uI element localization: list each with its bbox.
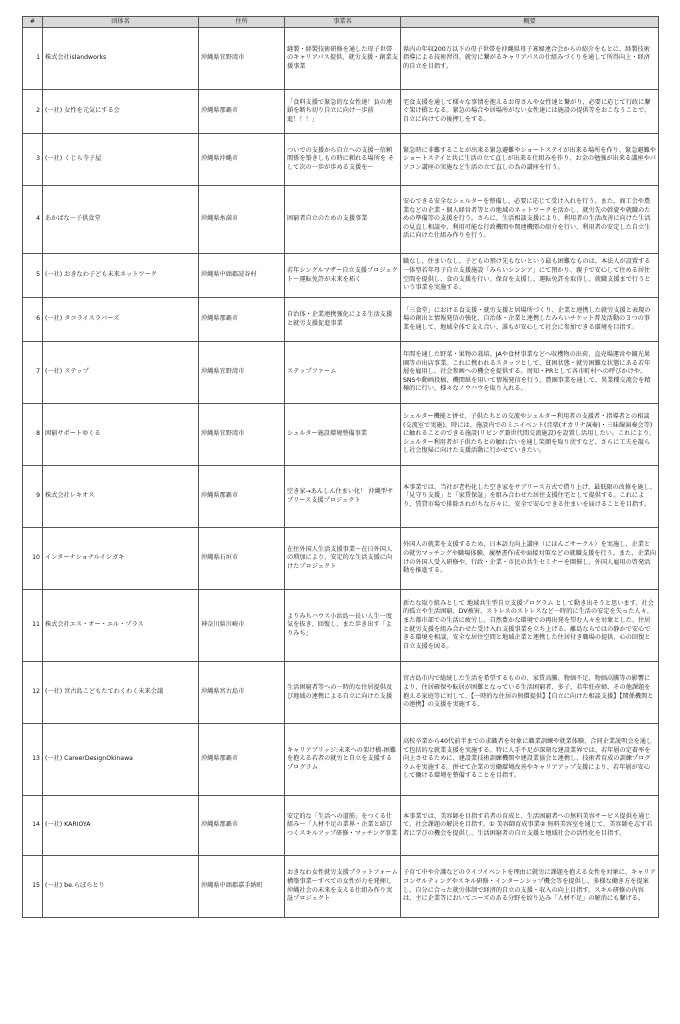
table-row <box>23 28 659 90</box>
header-address: 住所 <box>199 17 285 28</box>
address-cell: 沖縄県那覇市 <box>199 298 285 342</box>
table-row <box>23 404 659 466</box>
project-name-cell: ついでの支援から自立への支援～信頼関係を築きしもの時に頼れる場所を そして次の一歩が歩める支援を～ <box>285 134 401 186</box>
overview-cell: 職なし、住まいなし、子どもの預け先もないという最も困難なものは、本法人が設置する一体型若年母子自立支援施設「みらいシンシア」にて預かり、親子で安心して住める居住空間を提供し、食の支援を行い、保育を支援し、運転免許を取得し、就職支援まで行うという事業を実施する。 <box>401 254 659 298</box>
overview-cell: 宅食支援を通して様々な事情を抱えるお母さんや女性達と繋がり、必要に応じて行政に繋ぐ架け橋となる。緊急の場合や居場所がない女性達には施設の提供等をおこなうことで、自立に向けての後押しをする。 <box>401 90 659 134</box>
row-number-cell: 5 <box>23 254 43 298</box>
table-row <box>23 342 659 404</box>
org-name-cell: (一社) おきなわ子ども未来ネットワーク <box>43 254 199 298</box>
header-name: 団体名 <box>43 17 199 28</box>
org-name-cell: (一社) 女性を元気にする会 <box>43 90 199 134</box>
org-name-cell: 株式会社islandworks <box>43 28 199 90</box>
row-number-cell: 1 <box>23 28 43 90</box>
address-cell: 神奈川県川崎市 <box>199 590 285 662</box>
row-number-cell: 6 <box>23 298 43 342</box>
table-row <box>23 466 659 528</box>
overview-cell: 子育て中や介護などのライフイベントを理由に就労に課題を抱える女性を対象に、キャリアコンサルティングやスキル研修・インターンシップ機会等を提供し、多様な働き方を提案し、自分に合った就労体制で経済的自立の支援・収入の向上目指す。スキル研修の内容は、主に企業等においてニーズのある分野を絞り込み「人材不足」の解消にも繋げる。 <box>401 856 659 918</box>
org-name-cell: (一社) CareerDesignOkinawa <box>43 724 199 796</box>
address-cell: 沖縄県那覇市 <box>199 466 285 528</box>
table-row <box>23 254 659 298</box>
project-name-cell: 縫製・経製技術研修を通した母子世帯のキャリアパス提供、就労支援・創業支援事業 <box>285 28 401 90</box>
row-number-cell: 11 <box>23 590 43 662</box>
header-overview: 概要 <box>401 17 659 28</box>
address-cell: 沖縄県那覇市 <box>199 796 285 856</box>
overview-cell: 本事業では、当社が老朽化した空き家をサブリース方式で借り上げ、最低限の改修を施し、「見守り支援」と「家賃保証」を組み合わせた居住支援住宅として提供する。これにより、賃貸市場で排除されがちな方々に、安全で安心できる住まいを届けることを目指す。 <box>401 466 659 528</box>
project-name-cell: キャリアブリッジ:未来への架け橋-困難を抱える若者の就労と自立を支援するプログラム <box>285 724 401 796</box>
table-row <box>23 856 659 918</box>
table-row <box>23 528 659 590</box>
address-cell: 沖縄県宜野湾市 <box>199 404 285 466</box>
org-name-cell: (一社) KARIOYA <box>43 796 199 856</box>
overview-cell: 安心できる安全なシェルターを整備し、必要に応じて受け入れを行う。また、商工会や農業などの企業・個人経営者等との地域のネットワークを活かし、就労先の斡旋や就職のための準備等の支援を行う。さらに、生活相談支援により、利用者の生活改善に向けた生活の見直し相談や、利用可能な行政機関や関連機関の紹介を行い、利用者の安定した自立生活に向けた仕組み作りを行う。 <box>401 186 659 254</box>
row-number-cell: 14 <box>23 796 43 856</box>
overview-cell: 緊急時に非難することが出来る緊急避難やショートステイが出来る場所を作り、緊急避難やショートステイと共に生活の立て直しが出来る仕組みを作り、お金の勉強が出来る講座やパソコン講座の実施など生活の立て直しの為の講座を行う。 <box>401 134 659 186</box>
address-cell: 沖縄県糸満市 <box>199 186 285 254</box>
project-name-cell: 安定的な「生活への道筋」をつくる仕組み～「人材不足の業界・企業と結びつくスキルアップ研修・マッチング事業 <box>285 796 401 856</box>
table-row <box>23 90 659 134</box>
address-cell: 沖縄県中頭郡嘉手納町 <box>199 856 285 918</box>
row-number-cell: 15 <box>23 856 43 918</box>
org-name-cell: (一社) ステップ <box>43 342 199 404</box>
table-row <box>23 590 659 662</box>
project-name-cell: 空き家→あんしん住まい化！ 沖縄型サブリース支援プロジェクト <box>285 466 401 528</box>
row-number-cell: 7 <box>23 342 43 404</box>
org-name-cell: インターナショナルイシガキ <box>43 528 199 590</box>
address-cell: 沖縄県那覇市 <box>199 90 285 134</box>
org-name-cell: 株式会社エス・オー・エル・プラス <box>43 590 199 662</box>
org-name-cell: (一社) 宮古島こどもたてわくわく未来会議 <box>43 662 199 724</box>
overview-cell: 年間を通した野菜・果物の栽培、JAや食材事業などへ収穫物の出荷、直売場運営や観光果園等の出店事業。これに携われるスタッフとして、貧困状態・就労困難な状態にある若年層を雇用し、社会参画への機会を提供する。周知・PRとして各市町村への呼びかけや、SNSや動画投稿、機関紙を用いて情報発信を行う。農園事業を通して、異業種交流会を精極的に行い、様々なノウハウを取り入れる。 <box>401 342 659 404</box>
org-name-cell: (一社) タコライスラバーズ <box>43 298 199 342</box>
org-name-cell: 株式会社レキオス <box>43 466 199 528</box>
table-row <box>23 724 659 796</box>
overview-cell: シェルター機能と併せ、子供たちとの交流やシェルター利用者の支援者・指導者との相談(交流室で実施)。時には、施設内でのミニイベント(音楽(オカリナ演奏)・三味線演奏会等)に触れることのできる施設(リビング兼世代間交流施設)を設置し活用したい。これにより、シェルター利用者が子供たちとの触れ合いを通し笑顔を取り戻すなど、さらに工夫を凝らし社会復帰に向けた支援活動に行かせていきたい。 <box>401 404 659 466</box>
table-row <box>23 134 659 186</box>
table-row <box>23 662 659 724</box>
project-name-cell: 生活困窮者等への一時的な住居提供及び地域の連携による自立に向けた支援 <box>285 662 401 724</box>
org-name-cell: 困窮サポートゆくる <box>43 404 199 466</box>
overview-cell: 外国人の就業を支援するため、日本語力向上講座（にほんごサークル）を実施し、企業との就労マッチングや職場体験、履歴書作成や面接対策などの就職支援を行う。また、企業向けの外国人受入研修や、行政・企業・市民の共生セミナーを開催し、外国人雇用の啓発活動を推進する。 <box>401 528 659 590</box>
table-row <box>23 796 659 856</box>
organization-table <box>22 16 659 918</box>
address-cell: 沖縄県那覇市 <box>199 724 285 796</box>
header-project: 事業名 <box>285 17 401 28</box>
row-number-cell: 9 <box>23 466 43 528</box>
project-name-cell: 在住外国人生活支援事業～在日外国人の増加により、安定的な生活支援に向けたプロジェクト <box>285 528 401 590</box>
row-number-cell: 12 <box>23 662 43 724</box>
project-name-cell: ステップファーム <box>285 342 401 404</box>
address-cell: 沖縄県石垣市 <box>199 528 285 590</box>
project-name-cell: よりみちハウス小浜島～長い人生一度気を抜き、回復し、また歩き出す「よりみち」 <box>285 590 401 662</box>
table-row <box>23 186 659 254</box>
project-name-cell: 「食料支援で緊急的な女性達！負の連鎖を断ち切り自立に向け一歩前進！！！」 <box>285 90 401 134</box>
overview-cell: 高校卒業から40代前半までの求職者を対象に職業訓練や就業体験、合同企業説明会を通して包括的な就業支援を実施する。特に人手不足が深刻な建設業界では、若年層の定着率を向上させるために、建設業技術訓練機関や建設業協会と連携し、技術者育成の訓練プログラムを実施する。併せて企業の労働環境改善やキャリアアップ支援により、若年層が安心して働ける環境を整備することを目指す。 <box>401 724 659 796</box>
row-number-cell: 8 <box>23 404 43 466</box>
header-row <box>23 17 659 28</box>
project-name-cell: 自治体・企業連携強化による生活支援と就労支援促進事業 <box>285 298 401 342</box>
overview-cell: 新たな取り組みとして 地域共生型自立支援プログラム として動き出そうと思います。社会的孤立や生活困窮、DV被害、ストレスのストレスなど一時的に生活の安定を失った人々、また都市部での生活に疲労し、自然豊かな環境での再出発を望む人々を対象とした、住居と就労支援を組み合わせた受け入れ支援事業を立ち上げる。離島ならではの静かで安心できる環境を相談、安全な居住空間と地域企業と連携した住居付き職場の提供、心の回復と自立支援を図る。 <box>401 590 659 662</box>
row-number-cell: 10 <box>23 528 43 590</box>
overview-cell: 本事業では、美容師を目指す若者の育成と、生活困窮者への無料美容サービス提供を通じて、社会課題の解決を目指す。① 美容師育成事業② 無料美容室を通じて、美容師を志す若者に学びの機会を提供し、生活困窮者の自立支援と地域社会の活性化を目指す。 <box>401 796 659 856</box>
project-name-cell: シェルター施設環境整備事業 <box>285 404 401 466</box>
address-cell: 沖縄県沖縄市 <box>199 134 285 186</box>
project-name-cell: 若年シングルマザー自立支援プロジェクト～運転免許が未来を拓く <box>285 254 401 298</box>
project-name-cell: 困窮者自立のための支援事業 <box>285 186 401 254</box>
project-name-cell: おきなわ女性就労支援プラットフォーム構築事業～すべての女性が力を発揮し沖縄社会の未来を支える仕組み作り実証プロジェクト <box>285 856 401 918</box>
org-name-cell: (一社) be.らぼらとり <box>43 856 199 918</box>
address-cell: 沖縄県宮古島市 <box>199 662 285 724</box>
address-cell: 沖縄県宜野湾市 <box>199 342 285 404</box>
row-number-cell: 4 <box>23 186 43 254</box>
org-name-cell: あかばな～子供食堂 <box>43 186 199 254</box>
address-cell: 沖縄県中頭郡読谷村 <box>199 254 285 298</box>
row-number-cell: 13 <box>23 724 43 796</box>
table-row <box>23 298 659 342</box>
row-number-cell: 2 <box>23 90 43 134</box>
header-no: # <box>23 17 43 28</box>
overview-cell: 「三食堂」における食支援・就労支援と居場所づくり、企業と連携した就労支援と表現の場の創出と情報発信の強化、自治体・企業と連携したみらいチケット普及活動の３つの事業を通して、地域全体で支え合い、誰もが安心して社会に参加できる環境を目指す。 <box>401 298 659 342</box>
org-name-cell: (一社) くじら寺子屋 <box>43 134 199 186</box>
table-body <box>23 28 659 918</box>
address-cell: 沖縄県宜野湾市 <box>199 28 285 90</box>
overview-cell: 県内の年収200万以下の母子世帯を沖縄県母子寡婦連合会からの紹介をもとに、経製技術指導による技術習得、就労に繋がるキャリアパスの仕組みづくりを通して所得向上・経済的自立を目指す。 <box>401 28 659 90</box>
row-number-cell: 3 <box>23 134 43 186</box>
overview-cell: 宮古島市内で総続した生活を希望するものの、家賃高騰、物価不足、物価高騰等の影響により、住居確保や転居が困難となっている生活困窮者、多子、若年妊産婦、その他課題を抱える家庭等に対して、【一時的な住居の無償提供】【自立に向けた相談支援】【関係機関との連携】の支援を実施する。 <box>401 662 659 724</box>
